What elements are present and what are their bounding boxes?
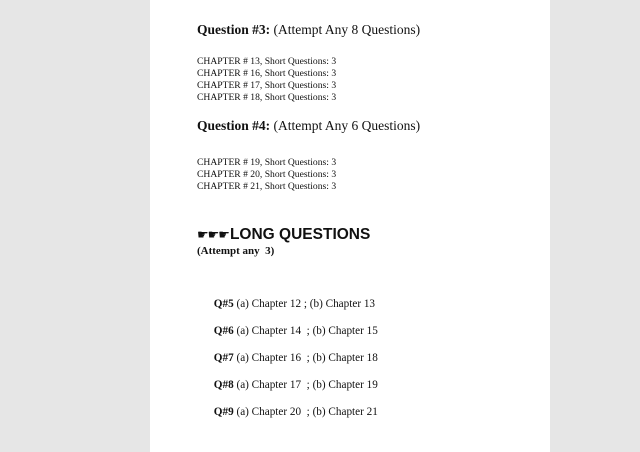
long-questions-title: LONG QUESTIONS [229,226,371,243]
long-question-text: (a) Chapter 20 ; (b) Chapter 21 [233,406,378,418]
long-questions-heading [197,226,370,244]
chapter-line: CHAPTER # 13, Short Questions: 3 [197,56,337,67]
long-question-text: (a) Chapter 17 ; (b) Chapter 19 [233,379,378,391]
question-3-chapter-list [197,56,336,104]
question-3-label: Question #3: [197,22,271,37]
question-4-chapter-list [197,157,336,193]
question-3-instruction: (Attempt Any 8 Questions) [270,22,421,37]
chapter-line: CHAPTER # 20, Short Questions: 3 [197,169,337,180]
question-3-heading [197,22,420,38]
pointing-hand-icon: ☛☛☛ [197,228,229,243]
long-question-label: Q#7 [213,352,234,364]
chapter-line: CHAPTER # 21, Short Questions: 3 [197,181,337,192]
long-question-label: Q#6 [213,325,234,337]
long-question-text: (a) Chapter 16 ; (b) Chapter 18 [233,352,378,364]
question-4-label: Question #4: [197,118,271,133]
chapter-line: CHAPTER # 16, Short Questions: 3 [197,68,337,79]
long-question-text: (a) Chapter 14 ; (b) Chapter 15 [233,325,378,337]
long-question-item [197,394,378,430]
long-question-label: Q#8 [213,379,234,391]
chapter-line: CHAPTER # 19, Short Questions: 3 [197,157,337,168]
chapter-line: CHAPTER # 17, Short Questions: 3 [197,80,337,91]
question-4-instruction: (Attempt Any 6 Questions) [270,118,421,133]
long-question-text: (a) Chapter 12 ; (b) Chapter 13 [233,298,376,310]
long-question-label: Q#9 [213,406,234,418]
long-question-label: Q#5 [213,298,234,310]
chapter-line: CHAPTER # 18, Short Questions: 3 [197,92,337,103]
long-questions-note: (Attempt any 3) [197,245,275,257]
document-page [150,0,550,452]
question-4-heading [197,118,420,134]
